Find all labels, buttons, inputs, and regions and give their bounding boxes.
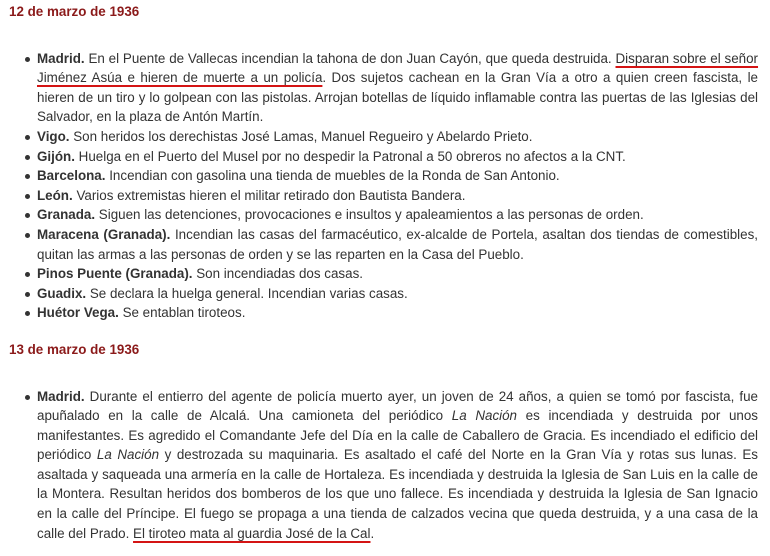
place-name: Barcelona. <box>37 168 106 184</box>
event-text: Incendian con gasolina una tienda de muebles de la Ronda de San Antonio. <box>105 168 560 184</box>
event-text: Varios extremistas hieren el militar retirado don Bautista Bandera. <box>72 187 466 203</box>
list-item <box>0 264 770 284</box>
list-item <box>0 205 770 225</box>
place-name: Guadix. <box>37 285 87 301</box>
event-text: Se entablan tiroteos. <box>118 305 246 321</box>
list-item <box>0 225 770 264</box>
list-item <box>0 387 770 544</box>
place-name: Maracena (Granada). <box>37 226 171 242</box>
list-item <box>0 147 770 167</box>
place-name: Madrid. <box>37 388 85 404</box>
event-text: Se declara la huelga general. Incendian varias casas. <box>86 285 408 301</box>
event-text: es incendiada y destruida por unos manifestantes. Es agredido el Comandante Jefe del Día en la calle de Caballero de Gracia. Es incendiado el edificio del periódico <box>37 408 758 463</box>
list-item <box>0 186 770 206</box>
newspaper-name: La Nación <box>451 408 518 424</box>
place-name: Granada. <box>37 207 96 223</box>
place-name: Vigo. <box>37 128 70 144</box>
place-name: Gijón. <box>37 148 75 164</box>
event-text: . <box>370 525 375 541</box>
event-text: Huelga en el Puerto del Musel por no despedir la Patronal a 50 obreros no afectos a la CNT. <box>74 148 626 164</box>
section-date: 13 de marzo de 1936 <box>9 341 140 357</box>
place-name: León. <box>37 187 73 203</box>
event-text: Son incendiadas dos casas. <box>192 266 363 282</box>
red-underline-highlight: El tiroteo mata al guardia José de la Cal <box>133 525 371 541</box>
day-section-13-marzo <box>0 340 770 543</box>
event-text: . Dos sujetos cachean en la Gran Vía a otro a quien creen fascista, le hieren de un tiro y lo golpean con las pistolas. Arrojan botellas de líquido inflamable contra las puertas de las Iglesias del Salvador, en la plaza de Antón Martín. <box>37 70 759 125</box>
event-text: En el Puente de Vallecas incendian la tahona de don Juan Cayón, que queda destruida. <box>84 50 616 66</box>
event-text: Incendian las casas del farmacéutico, ex-alcalde de Portela, asaltan dos tiendas de comestibles, quitan las armas a las personas de orden y se las reparten en la Casa del Pueblo. <box>37 226 759 262</box>
list-item <box>0 303 770 323</box>
events-list <box>0 387 770 544</box>
list-item <box>0 284 770 304</box>
place-name: Huétor Vega. <box>37 305 119 321</box>
list-item <box>0 127 770 147</box>
red-underline-highlight: Disparan sobre el señor Jiménez Asúa e hieren de muerte a un policía <box>37 50 759 86</box>
event-text: Siguen las detenciones, provocaciones e insultos y apaleamientos a las personas de orden. <box>95 207 644 223</box>
section-date: 12 de marzo de 1936 <box>9 4 140 19</box>
event-text: Son heridos los derechistas José Lamas, Manuel Regueiro y Abelardo Prieto. <box>69 128 533 144</box>
place-name: Madrid. <box>37 50 85 66</box>
events-list <box>0 49 770 323</box>
newspaper-name: La Nación <box>96 447 160 463</box>
place-name: Pinos Puente (Granada). <box>37 266 193 282</box>
event-text: Durante el entierro del agente de policía muerto ayer, un joven de 24 años, a quien se tomó por fascista, fue apuñalado en la calle de Alcalá. Una camioneta del periódico <box>37 388 758 424</box>
list-item <box>0 166 770 186</box>
list-item <box>0 49 770 127</box>
event-text: y destrozada su maquinaria. Es asaltado el café del Norte en la Gran Vía y rotas sus lunas. Es asaltada y saqueada una armería en la calle de Hortaleza. Es incendiada y destruida la Iglesia de San Luis en la calle de la Montera. Resultan heridos dos bomberos de los que uno fallece. Es incendiada y destruida la Iglesia de San Ignacio en la calle del Príncipe. El fuego se propaga a una tienda de calzados vecina que queda destruida, y a una casa de la calle del Prado. <box>37 447 758 541</box>
